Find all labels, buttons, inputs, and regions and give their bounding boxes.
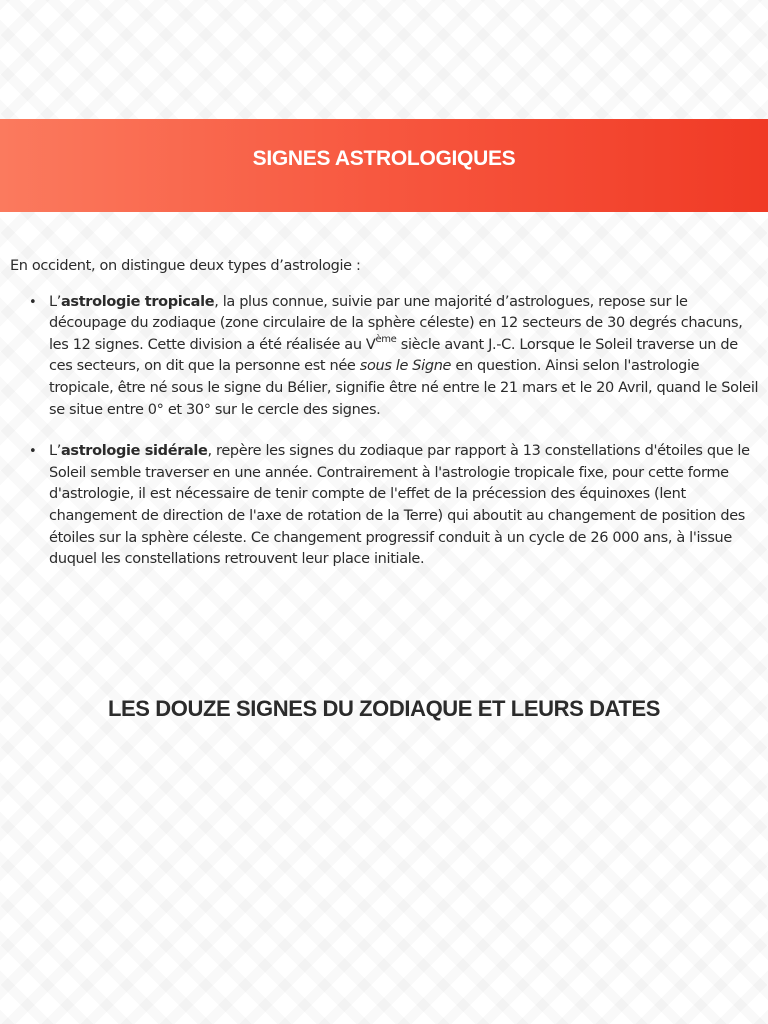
list-item-tropical	[29, 292, 760, 422]
astrology-types-list	[10, 292, 760, 571]
superscript-eme: ème	[375, 333, 397, 345]
page-title: SIGNES ASTROLOGIQUES	[252, 146, 516, 170]
article-body	[10, 256, 760, 591]
term-siderale: astrologie sidérale	[61, 443, 208, 460]
list-item-siderale	[29, 441, 760, 571]
term-tropical: astrologie tropicale	[61, 293, 215, 310]
item-text: , repère les signes du zodiaque par rapport à 13 constellations d'étoiles que le Soleil semble traverser en une année. Contrairement à l'astrologie tropicale fixe, pour cette forme d'astrologie, il est nécessaire de tenir compte de l'effet de la précession des équinoxes (lent changement de direction de l'axe de rotation de la Terre) qui aboutit au changement de position des étoiles sur la sphère céleste. Ce changement progressif conduit à un cycle de 26 000 ans, à l'issue duquel les constellations retrouvent leur place initiale.	[49, 443, 750, 568]
item-text: , la plus connue, suivie par une majorité d’astrologues, repose sur le découpage du zodiaque (zone circulaire de la sphère céleste) en 12 secteurs de 30 degrés chacuns, les 12 signes. Cette division a été réalisée au V	[49, 293, 743, 353]
item-lead: L’	[49, 443, 61, 460]
bullet-icon: •	[29, 444, 37, 460]
title-banner	[0, 119, 768, 212]
item-text: en question. Ainsi selon l'astrologie tropicale, être né sous le signe du Bélier, signifie être né entre le 21 mars et le 20 Avril, quand le Soleil se situe entre 0° et 30° sur le cercle des signes.	[49, 358, 759, 418]
bullet-icon: •	[29, 294, 37, 310]
item-lead: L’	[49, 293, 61, 310]
italic-sous-le-signe: sous le Signe	[359, 358, 452, 375]
section-title: LES DOUZE SIGNES DU ZODIAQUE ET LEURS DATES	[108, 696, 660, 721]
item-text: siècle avant J.-C. Lorsque le Soleil traverse un de ces secteurs, on dit que la personne est née	[49, 336, 738, 375]
intro-paragraph: En occident, on distingue deux types d’astrologie :	[10, 258, 361, 274]
